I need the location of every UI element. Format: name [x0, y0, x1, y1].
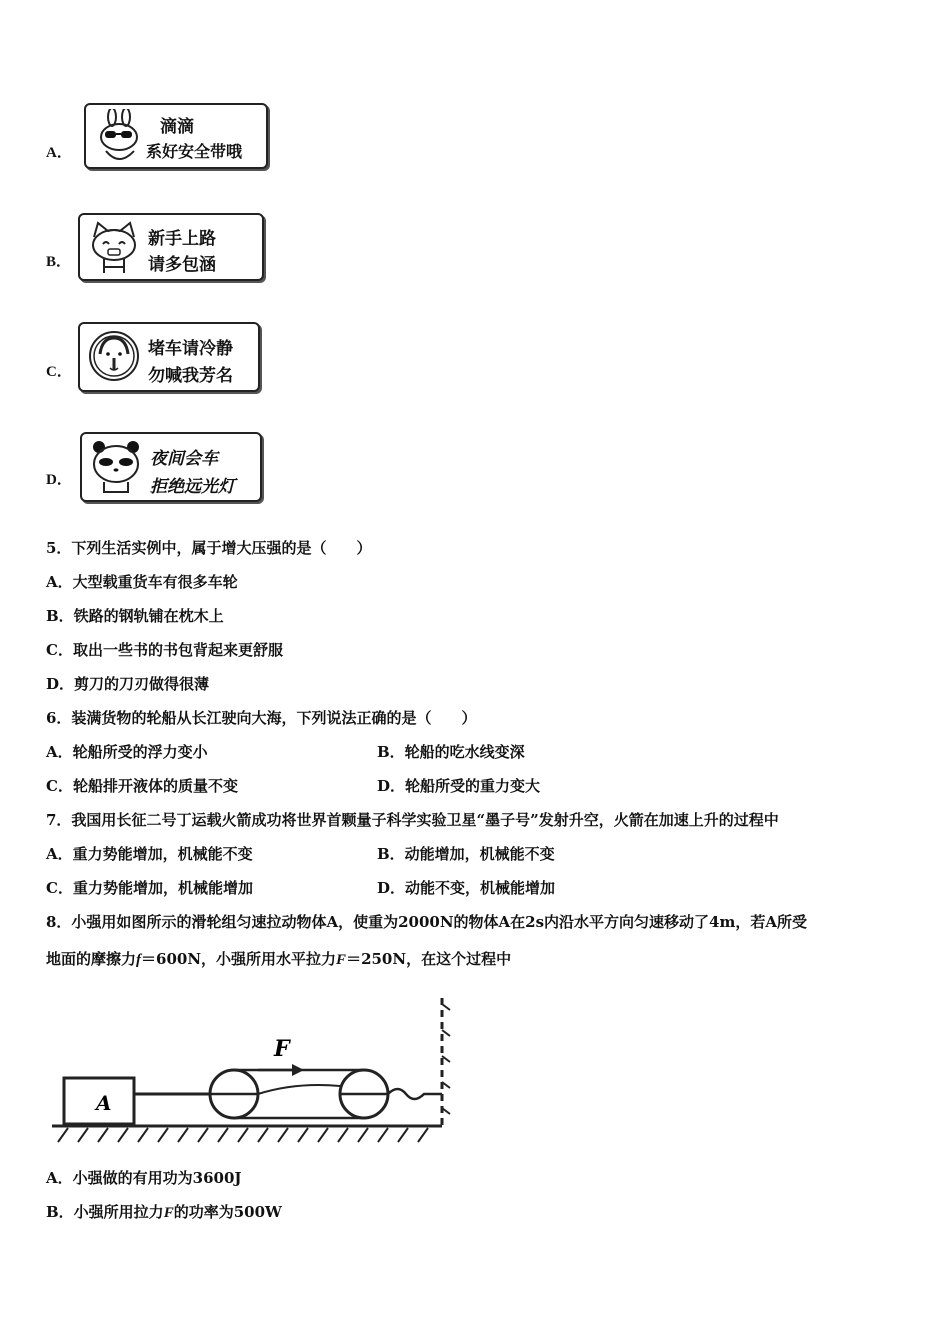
- q6-option-b: B．轮船的吃水线变深: [377, 743, 525, 761]
- q6-stem: 6．装满货物的轮船从长江驶向大海，下列说法正确的是（ ）: [46, 709, 477, 727]
- sign-c-line1: 堵车请冷静: [148, 339, 233, 359]
- option-letter-d: D．: [46, 472, 72, 488]
- q5-option-d: D．剪刀的刀刃做得很薄: [46, 675, 210, 693]
- force-arrow-head: [292, 1064, 304, 1076]
- fixed-pulley: [340, 1070, 388, 1118]
- sign-b: [78, 213, 264, 281]
- sign-d-line1: 夜间会车: [150, 449, 218, 469]
- force-label: F: [274, 1036, 290, 1062]
- q8-stem-line2: [46, 948, 511, 969]
- wall: [442, 998, 450, 1126]
- rope-to-wall: [388, 1089, 442, 1099]
- q7-stem: 7．我国用长征二号丁运载火箭成功将世界首颗量子科学实验卫星“墨子号”发射升空，火箭在加速上升的过程中: [46, 811, 779, 829]
- friction-symbol: f: [136, 952, 142, 968]
- ground: [52, 1126, 442, 1142]
- sign-c: [78, 322, 260, 392]
- q8-option-b: [46, 1201, 282, 1222]
- q8-stem-line1: 8．小强用如图所示的滑轮组匀速拉动物体A，使重为2000N的物体A在2s内沿水平方向匀速移动了4m，若A所受: [46, 913, 808, 931]
- option-letter-c: C．: [46, 364, 72, 380]
- q5-option-b: B．铁路的钢轨铺在枕木上: [46, 607, 224, 625]
- q8-option-b-force-symbol: F: [163, 1205, 174, 1221]
- q5-stem: 5．下列生活实例中，属于增大压强的是（ ）: [46, 539, 372, 557]
- sign-a-line1: 滴滴: [160, 117, 194, 137]
- q5-option-c: C．取出一些书的书包背起来更舒服: [46, 641, 283, 659]
- movable-pulley: [210, 1070, 258, 1118]
- q8-stem-text-b: ＝600N，小强所用水平拉力: [141, 950, 337, 968]
- q6-option-d: D．轮船所受的重力变大: [377, 777, 541, 795]
- q7-option-d: D．动能不变，机械能增加: [377, 879, 556, 897]
- q6-option-c: C．轮船排开液体的质量不变: [46, 777, 238, 795]
- q8-option-a: A．小强做的有用功为3600J: [46, 1169, 242, 1187]
- rabbit-sunglasses-icon: [94, 109, 146, 165]
- sign-c-line2: 勿喊我芳名: [148, 366, 233, 386]
- q7-option-c: C．重力势能增加，机械能增加: [46, 879, 253, 897]
- pulley-diagram: [46, 990, 466, 1155]
- sign-b-line2: 请多包涵: [148, 255, 216, 275]
- q8-stem-text-c: ＝250N，在这个过程中: [346, 950, 512, 968]
- q8-option-b-text-2: 的功率为500W: [173, 1203, 282, 1221]
- cat-icon: [88, 219, 140, 275]
- sign-a-line2: 系好安全带哦: [146, 142, 243, 161]
- force-symbol: F: [336, 952, 347, 968]
- q7-option-a: A．重力势能增加，机械能不变: [46, 845, 253, 863]
- sign-a: [84, 103, 268, 169]
- q6-option-a: A．轮船所受的浮力变小: [46, 743, 208, 761]
- option-letter-a: A．: [46, 145, 72, 161]
- sign-b-line1: 新手上路: [148, 229, 216, 249]
- sign-d-line2: 拒绝远光灯: [150, 477, 235, 497]
- rope-middle: [258, 1085, 340, 1094]
- q8-option-b-text-1: B．小强所用拉力: [46, 1203, 164, 1221]
- q5-option-a: A．大型载重货车有很多车轮: [46, 573, 238, 591]
- sign-d: [80, 432, 262, 502]
- q8-stem-text-a: 地面的摩擦力: [46, 950, 137, 968]
- girl-shush-icon: [88, 328, 140, 384]
- block-a-label: A: [96, 1091, 112, 1115]
- panda-icon: [90, 438, 142, 494]
- q7-option-b: B．动能增加，机械能不变: [377, 845, 555, 863]
- option-letter-b: B．: [46, 254, 72, 270]
